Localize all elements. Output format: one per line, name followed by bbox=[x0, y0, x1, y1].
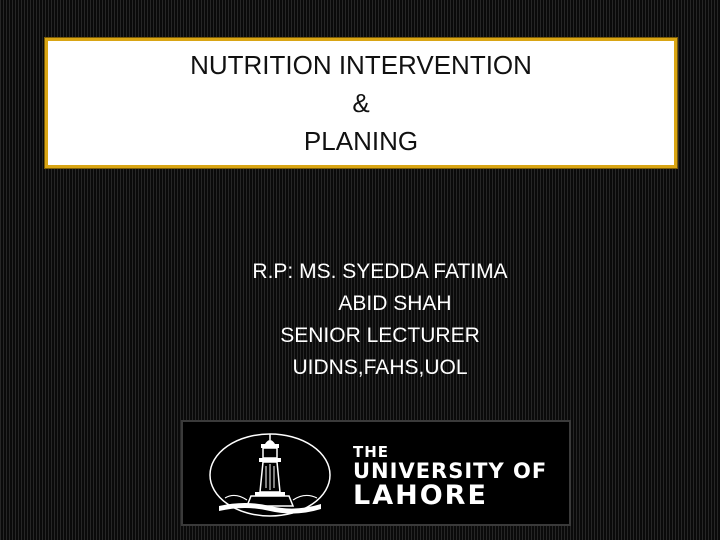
author-line-1: R.P: MS. SYEDDA FATIMA bbox=[252, 260, 508, 283]
university-logo bbox=[181, 420, 571, 526]
author-block bbox=[180, 256, 580, 384]
title-box bbox=[45, 38, 677, 168]
logo-line-university: UNIVERSITY OF bbox=[353, 459, 548, 483]
title-line-2: & bbox=[352, 88, 370, 118]
author-line-3: SENIOR LECTURER bbox=[280, 324, 480, 347]
logo-line-the: THE bbox=[353, 443, 390, 461]
logo-wordmark bbox=[353, 444, 547, 510]
logo-line-lahore: LAHORE bbox=[353, 480, 488, 511]
title-line-1: NUTRITION INTERVENTION bbox=[190, 50, 532, 80]
author-line-4: UIDNS,FAHS,UOL bbox=[292, 356, 468, 379]
minar-tower-emblem-icon bbox=[205, 430, 335, 518]
title-line-3: PLANING bbox=[303, 126, 419, 156]
author-line-2: ABID SHAH bbox=[338, 292, 452, 315]
